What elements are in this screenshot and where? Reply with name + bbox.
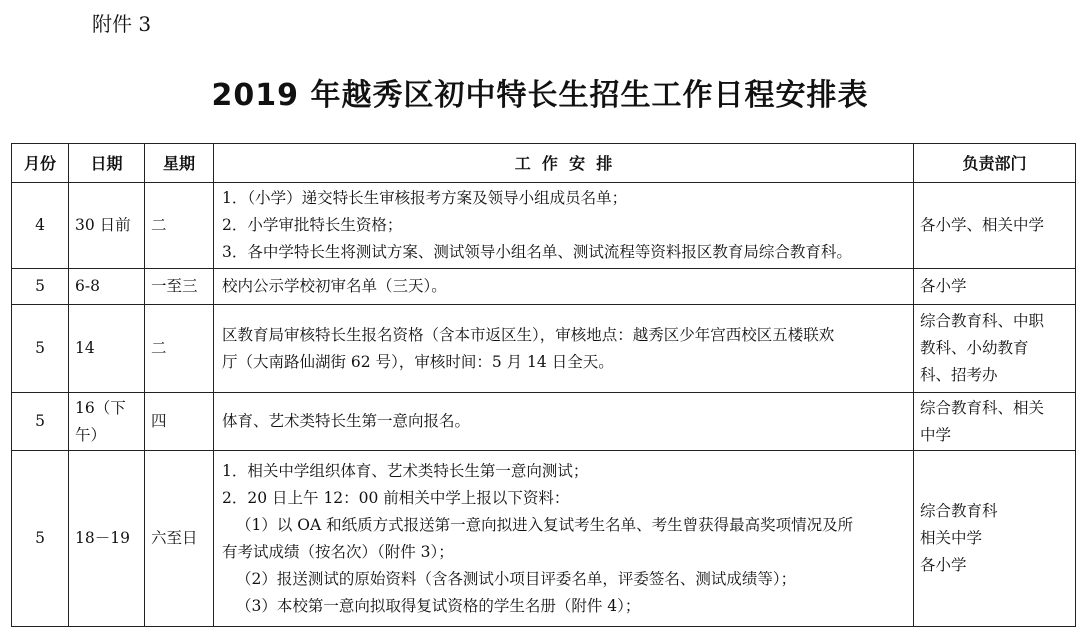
table-row bbox=[12, 183, 1076, 269]
work-cell bbox=[214, 451, 914, 627]
table-row bbox=[12, 305, 1076, 393]
table-row bbox=[12, 269, 1076, 305]
dept-line: 中学 bbox=[920, 425, 952, 444]
work-line: 3．各中学特长生将测试方案、测试领导小组名单、测试流程等资料报区教育局综合教育科。 bbox=[222, 243, 852, 261]
work-cell bbox=[214, 269, 914, 305]
table-row bbox=[12, 451, 1076, 627]
dept-line: 科、招考办 bbox=[920, 366, 998, 384]
dept-line: 综合教育科、相关 bbox=[920, 398, 1045, 417]
dept-line: 综合教育科、中职 bbox=[920, 312, 1045, 330]
work-line: （2）报送测试的原始资料（含各测试小项目评委名单，评委签名、测试成绩等）； bbox=[236, 569, 797, 588]
date-line: 16（下 bbox=[75, 398, 126, 417]
dept-cell bbox=[914, 269, 1076, 305]
work-line: 体育、艺术类特长生第一意向报名。 bbox=[222, 412, 471, 430]
dept-line: 各小学 bbox=[920, 277, 967, 295]
date-line: 午） bbox=[75, 425, 107, 444]
schedule-table bbox=[11, 143, 1076, 627]
attachment-label: 附件 3 bbox=[92, 12, 152, 36]
work-cell bbox=[214, 393, 914, 451]
work-line: 2．小学审批特长生资格； bbox=[222, 216, 403, 234]
month-cell: 5 bbox=[12, 393, 69, 451]
dept-cell bbox=[914, 183, 1076, 269]
work-line: （3）本校第一意向拟取得复试资格的学生名册（附件 4）； bbox=[236, 596, 641, 615]
weekday-cell: 四 bbox=[145, 393, 214, 451]
work-line: 有考试成绩（按名次）（附件 3）； bbox=[222, 542, 454, 561]
work-line: 2．20 日上午 12：00 前相关中学上报以下资料： bbox=[222, 488, 570, 507]
header-month: 月份 bbox=[12, 144, 69, 183]
weekday-cell: 一至三 bbox=[145, 269, 214, 305]
date-cell: 6-8 bbox=[69, 269, 145, 305]
work-line: 1．相关中学组织体育、艺术类特长生第一意向测试； bbox=[222, 461, 589, 480]
date-cell: 18－19 bbox=[69, 451, 145, 627]
header-date: 日期 bbox=[69, 144, 145, 183]
dept-cell bbox=[914, 305, 1076, 393]
month-cell: 5 bbox=[12, 269, 69, 305]
dept-cell bbox=[914, 451, 1076, 627]
weekday-cell: 六至日 bbox=[145, 451, 214, 627]
table-header-row bbox=[12, 144, 1076, 183]
work-line: （1）以 OA 和纸质方式报送第一意向拟进入复试考生名单、考生曾获得最高奖项情况及所 bbox=[236, 515, 854, 534]
dept-line: 相关中学 bbox=[920, 529, 983, 547]
work-line: 厅（大南路仙湖街 62 号），审核时间：5 月 14 日全天。 bbox=[222, 352, 614, 371]
work-line: 校内公示学校初审名单（三天）。 bbox=[222, 277, 447, 295]
dept-line: 综合教育科 bbox=[920, 502, 998, 520]
month-cell: 5 bbox=[12, 451, 69, 627]
work-line: 区教育局审核特长生报名资格（含本市返区生），审核地点：越秀区少年宫西校区五楼联欢 bbox=[222, 325, 835, 344]
month-cell: 4 bbox=[12, 183, 69, 269]
weekday-cell: 二 bbox=[145, 305, 214, 393]
table-row bbox=[12, 393, 1076, 451]
header-weekday: 星期 bbox=[145, 144, 214, 183]
work-cell bbox=[214, 183, 914, 269]
dept-line: 各小学 bbox=[920, 556, 967, 574]
weekday-cell: 二 bbox=[145, 183, 214, 269]
work-cell bbox=[214, 305, 914, 393]
dept-line: 各小学、相关中学 bbox=[920, 216, 1045, 234]
document-title: 2019 年越秀区初中特长生招生工作日程安排表 bbox=[211, 78, 869, 113]
dept-cell bbox=[914, 393, 1076, 451]
date-cell bbox=[69, 393, 145, 451]
dept-line: 教科、小幼教育 bbox=[920, 339, 1029, 357]
work-line: 1．（小学）递交特长生审核报考方案及领导小组成员名单； bbox=[222, 189, 628, 207]
date-cell: 30 日前 bbox=[69, 183, 145, 269]
header-dept: 负责部门 bbox=[914, 144, 1076, 183]
date-cell: 14 bbox=[69, 305, 145, 393]
header-work: 工 作 安 排 bbox=[214, 144, 914, 183]
month-cell: 5 bbox=[12, 305, 69, 393]
